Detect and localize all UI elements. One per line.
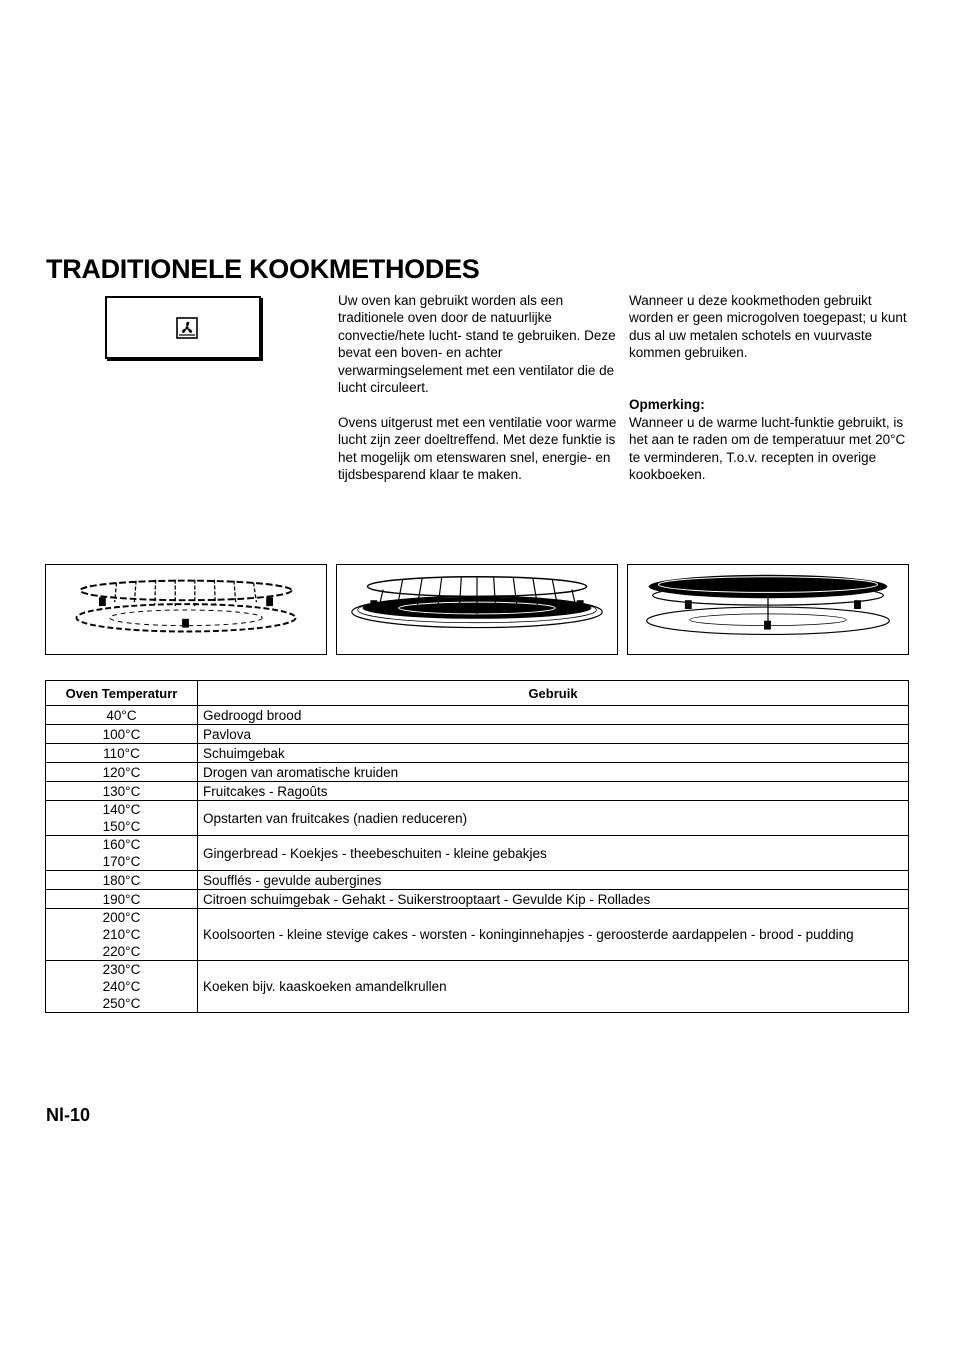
table-row (46, 782, 909, 801)
table-row (46, 744, 909, 763)
temperature-value: 110°C (103, 745, 140, 761)
usage-cell: Koolsoorten - kleine stevige cakes - worsten - koninginnehapjes - geroosterde aardappelen - brood - pudding (198, 909, 909, 961)
usage-cell: Drogen van aromatische kruiden (198, 763, 909, 782)
temperature-value: 120°C (102, 764, 141, 780)
temperature-cell (46, 725, 198, 744)
intro-paragraph-2: Ovens uitgerust met een ventilatie voor warme lucht zijn zeer doeltreffend. Met deze funktie is het mogelijk om etenswaren snel, energie- en tijdsbesparend klaar te maken. (338, 414, 617, 483)
usage-cell: Fruitcakes - Ragoûts (198, 782, 909, 801)
temperature-value: 200°C (102, 910, 141, 925)
temperature-value: 100°C (102, 726, 141, 742)
intro-column (338, 292, 620, 501)
temperature-cell (46, 763, 198, 782)
page-number: Nl-10 (46, 1105, 91, 1125)
temperature-value: 40°C (106, 707, 137, 723)
temperature-value: 220°C (102, 944, 141, 959)
usage-cell: Schuimgebak (198, 744, 909, 763)
low-rack-illustration (46, 565, 326, 654)
header-temperature: Oven Temperaturr (46, 681, 198, 706)
usage-cell: Opstarten van fruitcakes (nadien reduceren) (198, 801, 909, 836)
oven-display-panel (105, 296, 261, 359)
table-row (46, 871, 909, 890)
table-row (46, 725, 909, 744)
temperature-cell (46, 890, 198, 909)
temperature-value: 140°C (102, 802, 141, 817)
table-row (46, 890, 909, 909)
table-row (46, 763, 909, 782)
temperature-cell (46, 909, 198, 961)
table-row (46, 909, 909, 961)
temperature-value: 160°C (102, 837, 141, 852)
temperature-cell (46, 706, 198, 725)
usage-cell: Gedroogd brood (198, 706, 909, 725)
figure-dish-on-rack (627, 564, 909, 655)
table-row (46, 836, 909, 871)
temperature-cell (46, 836, 198, 871)
dish-on-rack-illustration (628, 565, 908, 654)
note-title: Opmerking: (629, 397, 705, 413)
temperature-value: 130°C (102, 783, 141, 799)
rack-illustration (337, 565, 617, 654)
convection-fan-icon (176, 317, 198, 339)
temperature-value: 210°C (102, 927, 141, 942)
usage-cell: Koeken bijv. kaaskoeken amandelkrullen (198, 961, 909, 1013)
figure-low-rack (45, 564, 327, 655)
temperature-value: 150°C (102, 819, 141, 834)
intro-paragraph-1: Uw oven kan gebruikt worden als een traditionele oven door de natuurlijke convectie/hete lucht- stand te gebruiken. Deze bevat een boven- en achter verwarmingselement met een ventilator die de lucht circuleert. (338, 293, 616, 396)
temperature-cell (46, 744, 198, 763)
usage-cell: Soufflés - gevulde aubergines (198, 871, 909, 890)
usage-cell: Gingerbread - Koekjes - theebeschuiten - kleine gebakjes (198, 836, 909, 871)
temperature-value: 250°C (102, 996, 141, 1011)
usage-cell: Pavlova (198, 725, 909, 744)
temperature-cell (46, 782, 198, 801)
table-row (46, 961, 909, 1013)
metal-dishes-paragraph: Wanneer u deze kookmethoden gebruikt worden er geen microgolven toegepast; u kunt dus al uw metalen schotels en vuurvaste kommen gebruiken. (629, 293, 907, 361)
header-usage: Gebruik (198, 681, 909, 706)
temperature-value: 180°C (102, 872, 141, 888)
table-row (46, 801, 909, 836)
notes-column (629, 292, 911, 483)
temperature-value: 170°C (102, 854, 141, 869)
page-title: TRADITIONELE KOOKMETHODES (46, 254, 480, 284)
temperature-cell (46, 961, 198, 1013)
temperature-table (45, 680, 909, 1013)
figure-rack (336, 564, 618, 655)
table-body (46, 706, 909, 1013)
temperature-value: 190°C (102, 891, 141, 907)
temperature-value: 240°C (102, 979, 141, 994)
temperature-cell (46, 801, 198, 836)
table-row (46, 706, 909, 725)
temperature-value: 230°C (102, 962, 141, 977)
usage-cell: Citroen schuimgebak - Gehakt - Suikerstrooptaart - Gevulde Kip - Rollades (198, 890, 909, 909)
temperature-cell (46, 871, 198, 890)
note-text: Wanneer u de warme lucht-funktie gebruikt, is het aan te raden om de temperatuur met 20°C te verminderen, T.o.v. recepten in overige kookboeken. (629, 414, 906, 483)
